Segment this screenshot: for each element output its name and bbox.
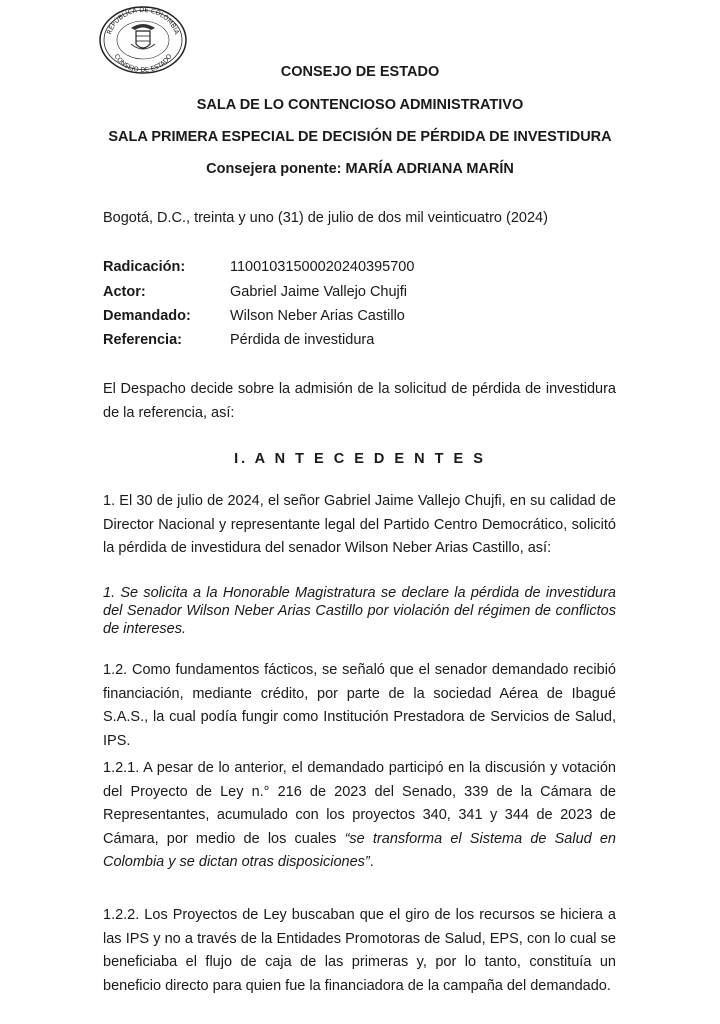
special-chamber-name: SALA PRIMERA ESPECIAL DE DECISIÓN DE PÉRDIDA DE INVESTIDURA [108, 129, 612, 145]
case-label: Demandado: [103, 308, 191, 324]
chamber-name: SALA DE LO CONTENCIOSO ADMINISTRATIVO [196, 97, 524, 113]
case-row-referencia [103, 332, 374, 348]
paragraph-1: 1. El 30 de julio de 2024, el señor Gabriel Jaime Vallejo Chujfi, en su calidad de Director Nacional y representante legal del Partido Centro Democrático, solicitó la pérdida de investidura del senador Wilson Neber Arias Castillo, así: [103, 493, 616, 556]
svg-text:REPÚBLICA DE COLOMBIA: REPÚBLICA DE COLOMBIA [105, 6, 181, 36]
date-line: Bogotá, D.C., treinta y uno (31) de julio de dos mil veinticuatro (2024) [103, 210, 548, 226]
case-row-demandado [103, 308, 405, 324]
case-label: Actor: [103, 284, 146, 300]
svg-text:CONSEJO DE ESTADO: CONSEJO DE ESTADO [112, 52, 174, 74]
paragraph-1-2-1 [103, 757, 616, 875]
case-value: Pérdida de investidura [230, 332, 375, 348]
ponente-line [0, 161, 720, 177]
case-label: Radicación: [103, 259, 186, 275]
quoted-request: 1. Se solicita a la Honorable Magistratura se declare la pérdida de investidura del Senador Wilson Neber Arias Castillo por violación del régimen de conflictos de intereses. [103, 585, 616, 637]
paragraph-text: 1.2.1. A pesar de lo anterior, el demandado participó en la discusión y votación del Proyecto de Ley n.° 216 de 2023 del Senado, 339 de la Cámara de Representantes, acumulado con los proyectos 340, 341 y 344 de 2023 de Cámara, por medio de los cuales [103, 760, 616, 847]
case-value: Wilson Neber Arias Castillo [230, 308, 405, 324]
case-label: Referencia: [103, 332, 182, 348]
bill-title-quote: “se transforma el Sistema de Salud en Colombia y se dictan otras disposiciones” [103, 830, 616, 870]
ponente-label: Consejera ponente: [206, 161, 342, 177]
ponente-name: MARÍA ADRIANA MARÍN [345, 161, 514, 177]
paragraph-end: . [369, 854, 374, 870]
court-name: CONSEJO DE ESTADO [280, 64, 440, 80]
case-value: 11001031500020240395700 [230, 259, 415, 275]
paragraph-1-2-2: 1.2.2. Los Proyectos de Ley buscaban que el giro de los recursos se hiciera a las IPS y no a través de la Entidades Promotoras de Salud, EPS, con lo cual se beneficiaba el flujo de caja de las primeras y, por lo tanto, constituía un beneficio directo para quien fue la financiadora de la campaña del demandado. [103, 907, 616, 994]
case-row-radicacion [103, 259, 414, 275]
case-value: Gabriel Jaime Vallejo Chujfi [230, 284, 408, 300]
case-row-actor [103, 284, 407, 300]
section-heading: I. A N T E C E D E N T E S [234, 451, 486, 467]
paragraph-1-2: 1.2. Como fundamentos fácticos, se señaló que el senador demandado recibió financiación, mediante crédito, por parte de la sociedad Aérea de Ibagué S.A.S., la cual podía fungir como Institución Prestadora de Servicios de Salud, IPS. [103, 662, 616, 749]
intro-paragraph: El Despacho decide sobre la admisión de la solicitud de pérdida de investidura de la referencia, así: [103, 381, 616, 421]
